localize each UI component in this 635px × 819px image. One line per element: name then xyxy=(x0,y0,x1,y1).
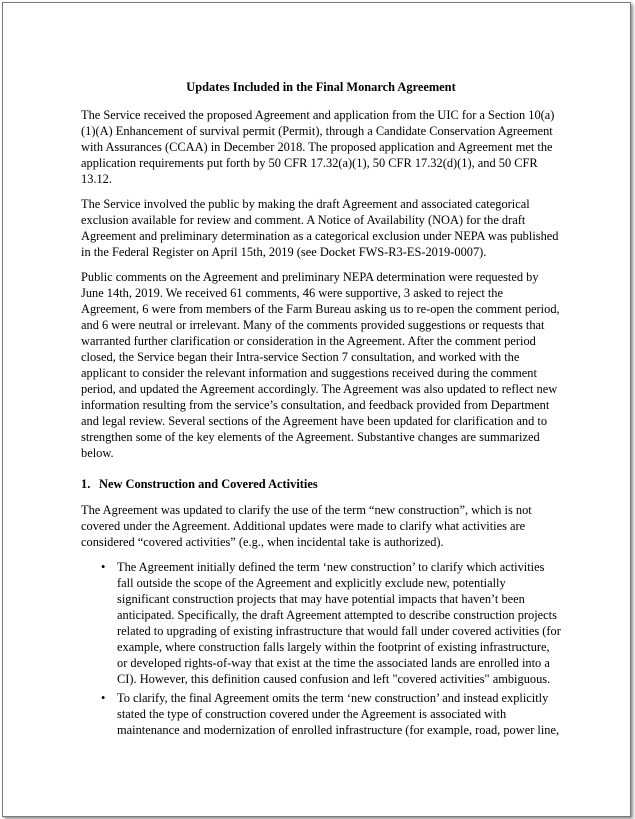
paragraph-public-comments: Public comments on the Agreement and preliminary NEPA determination were requested by June 14th, 2019. We received 61 comments, 46 were supportive, 3 asked to reject the Agreement, 6 were from members of the Farm Bureau asking us to re-open the comment period, and 6 were neutral or irrelevant. Many of the comments provided suggestions or requests that warranted further clarification or consideration in the Agreement. After the comment period closed, the Service began their Intra-service Section 7 consultation, and worked with the applicant to consider the relevant information and suggestions received during the comment period, and updated the Agreement accordingly. The Agreement was also updated to reflect new information resulting from the service’s consultation, and feedback provided from Department and legal review. Several sections of the Agreement have been updated for clarification and to strengthen some of the key elements of the Agreement. Substantive changes are summarized below. xyxy=(81,270,560,460)
paragraph-application: The Service received the proposed Agreement and application from the UIC for a Section 10(a)(1)(A) Enhancement of survival permit (Permit), through a Candidate Conservation Agreement with Assurances (CCAA) in December 2018. The proposed application and Agreement met the application requirements put forth by 50 CFR 17.32(a)(1), 50 CFR 17.32(d)(1), and 50 CFR 13.12. xyxy=(81,108,555,186)
section-heading-new-construction xyxy=(81,476,561,492)
list-item: • To clarify, the final Agreement omits the term ‘new construction’ and instead explicitly stated the type of construction covered under the Agreement is associated with maintenance and modernization of enrolled infrastructure (for example, road, power line, xyxy=(117,690,561,738)
document-page xyxy=(2,2,631,817)
document-title: Updates Included in the Final Monarch Agreement xyxy=(186,80,456,94)
list-item: • The Agreement initially defined the term ‘new construction’ to clarify which activities fall outside the scope of the Agreement and explicitly exclude new, potentially significant construction projects that may have potential impacts that haven’t been anticipated. Specifically, the draft Agreement attempted to describe construction projects related to upgrading of existing infrastructure that would fall under covered activities (for example, where construction falls largely within the footprint of existing infrastructure, or developed rights-of-way that exist at the time the associated lands are enrolled into a CI). However, this definition caused confusion and left "covered activities" ambiguous. xyxy=(117,559,561,687)
section-number: 1. xyxy=(81,477,91,491)
document-body xyxy=(81,79,561,741)
bullet-list xyxy=(81,559,561,738)
section-intro: The Agreement was updated to clarify the use of the term “new construction”, which is not covered under the Agreement. Additional updates were made to clarify what activities are considered “covered activities” (e.g., when incidental take is authorized). xyxy=(81,503,532,549)
paragraph-public-involvement: The Service involved the public by making the draft Agreement and associated categorical exclusion available for review and comment. A Notice of Availability (NOA) for the draft Agreement and preliminary determination as a categorical exclusion under NEPA was published in the Federal Register on April 15th, 2019 (see Docket FWS-R3-ES-2019-0007). xyxy=(81,197,559,259)
section-heading-text: New Construction and Covered Activities xyxy=(99,477,318,491)
